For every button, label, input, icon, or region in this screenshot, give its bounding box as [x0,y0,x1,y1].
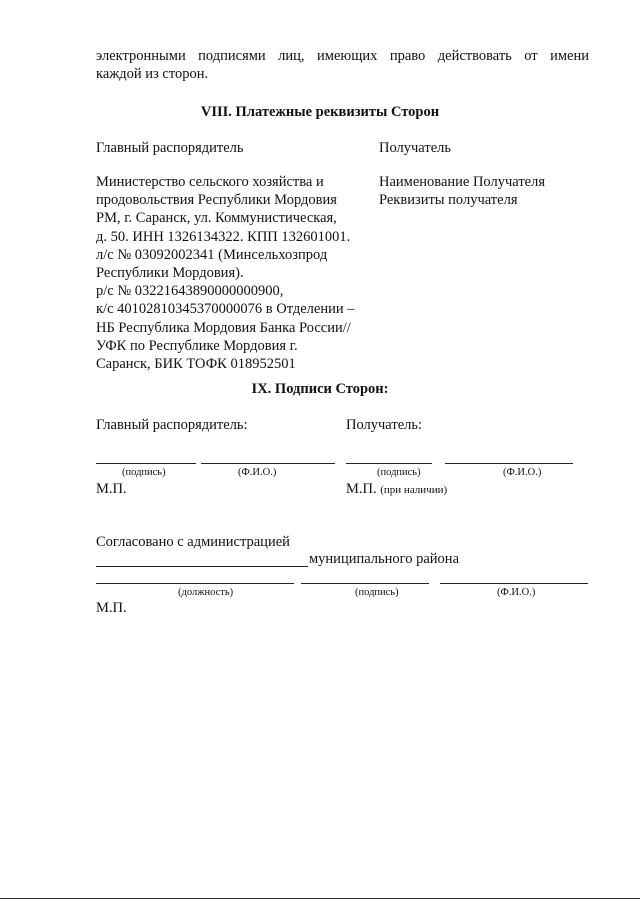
recipient-stamp-label: М.П. [346,481,377,497]
recipient-detail-line: Наименование Получателя [379,174,546,190]
payer-header: Главный распорядитель [96,140,244,156]
payer-stamp-mark: М.П. [96,481,127,497]
municipality-blank-line [96,566,308,567]
recipient-fio-line [445,463,573,464]
recipient-signature-caption: (подпись) [377,467,421,478]
payer-signature-label: Главный распорядитель: [96,417,248,433]
approval-stamp-mark: М.П. [96,600,127,616]
payer-fio-line [201,463,335,464]
payer-signature-line [96,463,196,464]
section-9-title: IX. Подписи Сторон: [251,381,389,397]
payer-detail-line: УФК по Республике Мордовия г. [96,337,298,354]
payer-detail-line: Министерство сельского хозяйства и [96,174,324,190]
payer-detail-line: к/с 40102810345370000076 в Отделении – [96,301,355,318]
approval-signature-caption: (подпись) [355,587,399,598]
approval-fio-line [440,583,588,584]
payer-fio-caption: (Ф.И.О.) [238,467,277,478]
payer-details [96,173,355,373]
payer-detail-line: р/с № 03221643890000000900, [96,283,284,300]
approval-signature-line [301,583,429,584]
approval-position-line [96,583,294,584]
payer-detail-line: л/с № 03092002341 (Минсельхозпрод [96,246,328,263]
recipient-header: Получатель [379,140,451,156]
intro-paragraph [96,47,589,83]
recipient-fio-caption: (Ф.И.О.) [503,467,542,478]
section-8-title: VIII. Платежные реквизиты Сторон [200,104,440,120]
recipient-detail-line: Реквизиты получателя [379,192,518,209]
payer-detail-line: д. 50. ИНН 1326134322. КПП 132601001. [96,228,351,245]
recipient-signature-line [346,463,432,464]
intro-line-1: электронными подписями лиц, имеющих право действовать от имени [96,48,589,64]
recipient-stamp-mark [346,481,447,498]
recipient-details [379,173,545,209]
payer-detail-line: Республики Мордовия). [96,265,244,282]
payer-signature-caption: (подпись) [122,467,166,478]
recipient-stamp-note: (при наличии) [380,484,448,496]
approval-position-caption: (должность) [178,587,234,598]
approval-line-2: муниципального района [309,551,459,567]
recipient-signature-label: Получатель: [346,417,423,433]
payer-detail-line: РМ, г. Саранск, ул. Коммунистическая, [96,210,337,227]
approval-line-1: Согласовано с администрацией [96,534,290,550]
payer-detail-line: Саранск, БИК ТОФК 018952501 [96,356,296,373]
approval-fio-caption: (Ф.И.О.) [497,587,536,598]
payer-detail-line: НБ Республика Мордовия Банка России// [96,319,351,336]
payer-detail-line: продовольствия Республики Мордовия [96,192,337,209]
page-bottom-rule [0,898,640,899]
intro-line-2: каждой из сторон. [96,66,209,82]
